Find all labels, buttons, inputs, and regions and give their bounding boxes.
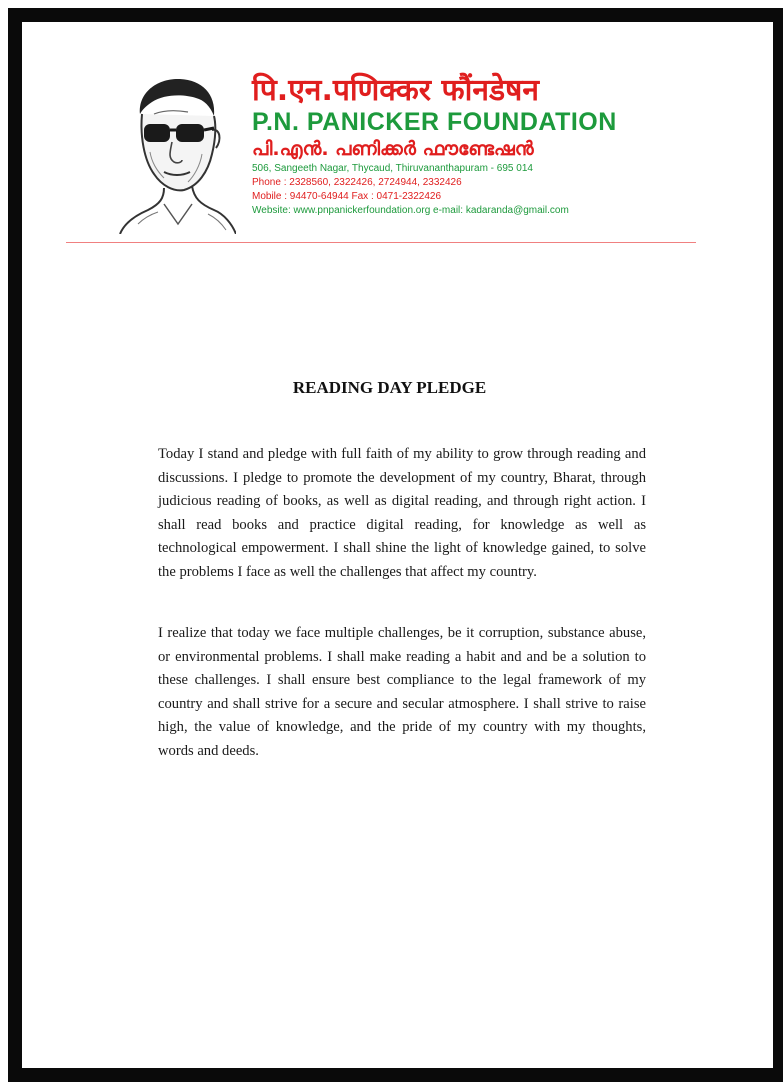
letterhead [66,70,696,240]
foundation-name-malayalam: പി.എൻ. പണിക്കർ ഫൗണ്ടേഷൻ [252,138,534,160]
foundation-name-hindi: पि.एन.पणिक्कर फौंनडेषन [252,73,540,108]
pledge-paragraph-2: I realize that today we face multiple challenges, be it corruption, substance abuse, or environmental problems. I shall make reading a habit and and be a solution to these challenges. I shall ensure best compliance to the legal framework of my country and shall strive for a secure and secular atmosphere. I shall strive to raise high, the value of knowledge, and the pride of my country with my thoughts, words and deeds. [158,625,646,759]
foundation-mobile-fax: Mobile : 94470-64944 Fax : 0471-2322426 [252,191,442,202]
document-title: READING DAY PLEDGE [292,378,487,397]
founder-portrait [118,74,236,234]
foundation-phone: Phone : 2328560, 2322426, 2724944, 2332426 [252,177,462,188]
pledge-paragraph-1: Today I stand and pledge with full faith of my ability to grow through reading and discussions. I pledge to promote the development of my country, Bharat, through judicious reading of books, as well as digital reading, and through right action. I shall read books and practice digital reading, for knowledge as well as technological empowerment. I shall shine the light of knowledge gained, to solve the problems I face as well the challenges that affect my country. [158,446,646,580]
letterhead-divider [66,242,696,243]
foundation-name-english: P.N. PANICKER FOUNDATION [252,108,617,136]
letterhead-text [252,74,702,218]
foundation-address: 506, Sangeeth Nagar, Thycaud, Thiruvananthapuram - 695 014 [252,163,533,174]
foundation-website-email: Website: www.pnpanickerfoundation.org e-mail: kadaranda@gmail.com [252,205,569,216]
